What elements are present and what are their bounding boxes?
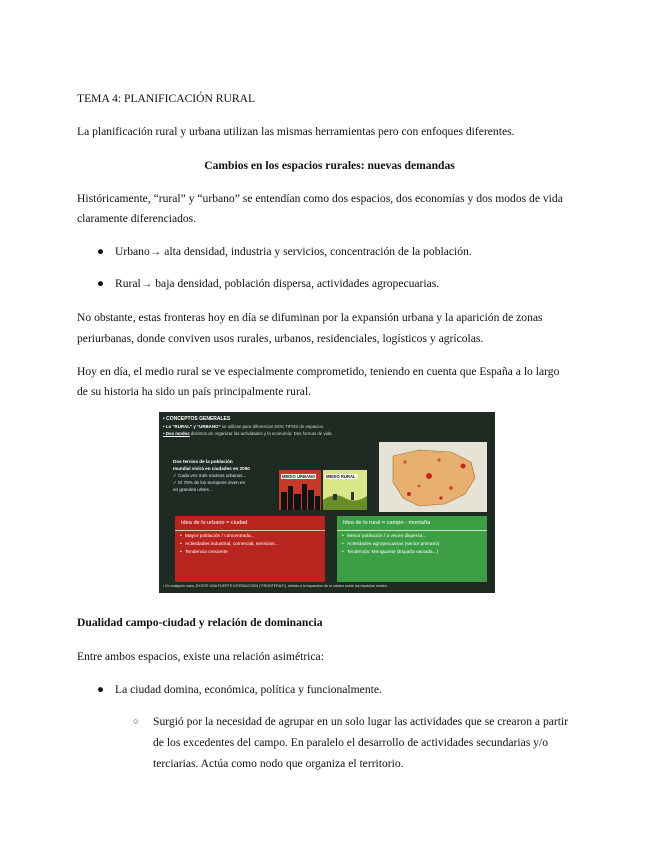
- population-heading-1: Dos tercios de la población: [173, 459, 233, 464]
- population-box: [173, 458, 273, 506]
- today-paragraph-line-2: de su historia ha sido un país principalmente rural.: [77, 385, 312, 398]
- urban-idea-item-2: • Actividades industrial, comercial, servicios...: [175, 541, 325, 549]
- city-skyline-icon: [279, 470, 321, 510]
- rural-label: MEDIO RURAL: [326, 474, 356, 479]
- sub-bullet-text: [153, 711, 583, 774]
- intro-paragraph: La planificación rural y urbana utilizan las mismas herramientas pero con enfoques diferentes.: [77, 125, 515, 138]
- frontiers-paragraph-line-1: No obstante, estas fronteras hoy en día se difuminan por la expansión urbana y la aparición de zonas: [77, 311, 543, 324]
- urban-rural-illustration: [279, 470, 367, 510]
- slide-line-1-lead: • Lo “RURAL” y “URBANO”: [163, 424, 221, 429]
- population-item-2: ✓ El 70% de los europeos viven en: [173, 480, 246, 485]
- historic-paragraph-line-2: claramente diferenciados.: [77, 212, 197, 225]
- bullet-dot: ●: [97, 277, 105, 290]
- urban-idea-title: Idea de lo urbano = ciudad: [175, 516, 325, 531]
- slide-line-1-rest: se utilizan para diferenciar DOS TIPOS de espacios.: [220, 424, 325, 429]
- slide-footer: • En cualquier caso, EXISTE UNA FUERTE INTERACCIÓN (“FRONTERAS”), debido a la expansión de lo urbano sobre los espacios rurales.: [163, 584, 388, 588]
- rural-panel: [323, 470, 367, 510]
- population-item-1: ✓ Cada vez más núcleos urbanos...: [173, 473, 247, 478]
- spain-population-map: [379, 442, 487, 512]
- rural-idea-item-3: • Tendencia: Menguante (España vaciada...): [337, 549, 487, 557]
- sub-bullet-line-1: Surgió por la necesidad de agrupar en un solo lugar las actividades que se crearon a partir: [153, 715, 569, 728]
- sub-bullet-line-2: de los excedentes del campo. En paralelo el desarrollo de actividades secundarias y/o: [153, 736, 548, 749]
- today-paragraph-line-1: Hoy en día, el medio rural se ve especialmente comprometido, teniendo en cuenta que España a lo largo: [77, 365, 560, 378]
- frontiers-paragraph-line-2: periurbanas, donde conviven usos rurales, urbanos, residenciales, logísticos y agrícolas.: [77, 332, 484, 345]
- historic-paragraph-line-1: Históricamente, “rural” y “urbano” se entendían como dos espacios, dos economías y dos modos de vida: [77, 192, 563, 205]
- urban-label: MEDIO URBANO: [282, 474, 316, 479]
- sub-bullet-line-3: terciarias. Actúa como nodo que organiza el territorio.: [153, 757, 404, 770]
- asymmetric-paragraph: Entre ambos espacios, existe una relación asimétrica:: [77, 650, 324, 663]
- bullet-dot: ●: [97, 683, 105, 696]
- bullet-dot: ●: [97, 245, 105, 258]
- slide-header: [163, 416, 491, 437]
- section-heading-rural-changes: Cambios en los espacios rurales: nuevas demandas: [204, 159, 455, 172]
- slide-line-2-lead: • Dos modos: [163, 431, 190, 436]
- rural-idea-title: Idea de lo rural = campo - montaña: [337, 516, 487, 531]
- slide-line-2-rest: distintos de organizar las actividades y la economía: Dos formas de vida.: [189, 431, 333, 436]
- slide-title: • CONCEPTOS GENERALES: [163, 416, 231, 422]
- concepts-slide-image: [159, 412, 495, 593]
- urban-idea-item-3: • Tendencia creciente: [175, 549, 325, 557]
- urban-panel: [279, 470, 321, 510]
- document-title: TEMA 4: PLANIFICACIÓN RURAL: [77, 92, 256, 105]
- urban-idea-box: [175, 516, 325, 582]
- rural-idea-item-2: • Actividades agropecuarias (sector primario): [337, 541, 487, 549]
- population-heading-2: mundial vivirá en ciudades en 2050: [173, 466, 250, 471]
- population-item-3: en grandes urbes...: [173, 487, 213, 492]
- urban-idea-item-1: • Mayor población / concentrada...: [175, 533, 325, 541]
- bullet-rural-text: Rural→ baja densidad, población dispersa, actividades agropecuarias.: [115, 277, 440, 290]
- rural-idea-item-1: • Menor población / a veces dispersa...: [337, 533, 487, 541]
- sub-bullet-ring: ○: [133, 716, 139, 726]
- rural-landscape-icon: [323, 470, 367, 510]
- bullet-ciudad-text: La ciudad domina, económica, política y funcionalmente.: [115, 683, 382, 696]
- bullet-urbano-text: Urbano→ alta densidad, industria y servicios, concentración de la población.: [115, 245, 472, 258]
- slide-line-1: [163, 423, 491, 430]
- rural-idea-box: [337, 516, 487, 582]
- section-heading-duality: Dualidad campo-ciudad y relación de dominancia: [77, 616, 323, 629]
- slide-line-2: [163, 430, 491, 437]
